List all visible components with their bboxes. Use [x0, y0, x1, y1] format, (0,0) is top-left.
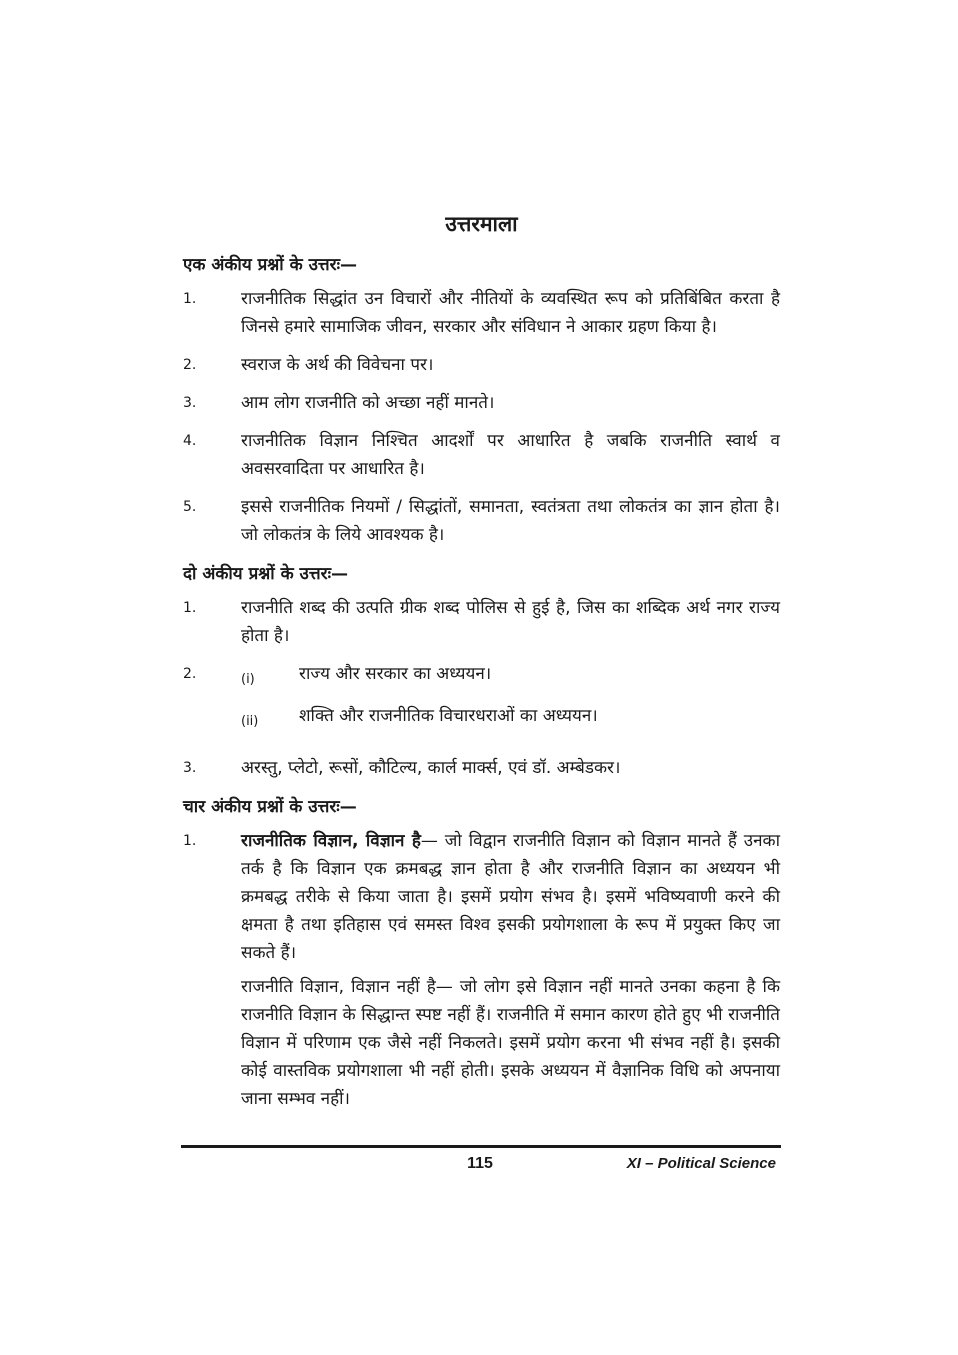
list-item: [183, 351, 780, 379]
list-item: [183, 427, 780, 483]
sub-item-number: (ii): [241, 714, 259, 729]
item-number: 1.: [183, 833, 197, 849]
item-text: राजनीतिक सिद्धांत उन विचारों और नीतियों के व्यवस्थित रूप को प्रतिबिंबित करता है जिनसे हमारे सामाजिक जीवन, सरकार और संविधान ने आकार ग्रहण किया है।: [241, 289, 780, 337]
section-heading-one-mark: एक अंकीय प्रश्नों के उत्तरः—: [183, 255, 358, 275]
section-heading-two-mark: दो अंकीय प्रश्नों के उत्तरः—: [183, 564, 349, 584]
item-text: — जो विद्वान राजनीति विज्ञान को विज्ञान मानते हैं उनका तर्क है कि विज्ञान एक क्रमबद्ध ज्ञान होता है और राजनीति विज्ञान का अध्ययन भी क्रमबद्ध तरीके से किया जाता है। इसमें प्रयोग संभव है। इसमें भविष्यवाणी करने की क्षमता है तथा इतिहास एवं समस्त विश्व इसकी प्रयोगशाला के रूप में प्रयुक्त किए जा सकते हैं।: [241, 831, 780, 963]
sub-item: [241, 702, 780, 736]
item-number: 3.: [183, 395, 197, 411]
list-item: [183, 594, 780, 650]
page-content: [183, 210, 780, 1123]
list-item: [183, 660, 780, 744]
list-item: [183, 827, 780, 1113]
item-number: 1.: [183, 600, 197, 616]
page-title: उत्तरमाला: [445, 212, 518, 236]
item-number: 5.: [183, 499, 197, 515]
item-number: 2.: [183, 357, 197, 373]
sub-item-text: राज्य और सरकार का अध्ययन।: [299, 664, 492, 684]
list-item: [183, 389, 780, 417]
footer-divider: [181, 1145, 781, 1148]
running-title: XI – Political Science: [626, 1155, 776, 1172]
item-bold-lead: राजनीतिक विज्ञान, विज्ञान है: [241, 831, 421, 851]
item-paragraph-2: राजनीति विज्ञान, विज्ञान नहीं है— जो लोग इसे विज्ञान नहीं मानते उनका कहना है कि राजनीति विज्ञान के सिद्धान्त स्पष्ट नहीं हैं। राजनीति में समान कारण होते हुए भी राजनीति विज्ञान में परिणाम एक जैसे नहीं निकलते। इसमें प्रयोग करना भी संभव नहीं है। इसकी कोई वास्तविक प्रयोगशाला भी नहीं होती। इसके अध्ययन में वैज्ञानिक विधि को अपनाया जाना सम्भव नहीं।: [241, 977, 780, 1109]
item-text: राजनीति शब्द की उत्पति ग्रीक शब्द पोलिस से हुई है, जिस का शब्दिक अर्थ नगर राज्य होता है।: [241, 598, 780, 646]
section-heading-four-mark: चार अंकीय प्रश्नों के उत्तरः—: [183, 797, 357, 817]
item-text: आम लोग राजनीति को अच्छा नहीं मानते।: [241, 393, 495, 413]
list-item: [183, 493, 780, 549]
page-number: 115: [467, 1155, 493, 1172]
item-text: इससे राजनीतिक नियमों / सिद्धांतों, समानता, स्वतंत्रता तथा लोकतंत्र का ज्ञान होता है। जो लोकतंत्र के लिये आवश्यक है।: [241, 497, 780, 545]
item-number: 1.: [183, 291, 197, 307]
item-text: अरस्तु, प्लेटो, रूसों, कौटिल्य, कार्ल मार्क्स, एवं डॉ. अम्बेडकर।: [241, 758, 621, 778]
list-item: [183, 285, 780, 341]
list-item: [183, 754, 780, 782]
item-text-block: [241, 827, 780, 1113]
item-number: 4.: [183, 433, 197, 449]
sub-item-text: शक्ति और राजनीतिक विचारधराओं का अध्ययन।: [299, 706, 598, 726]
item-text: स्वराज के अर्थ की विवेचना पर।: [241, 355, 434, 375]
item-text: राजनीतिक विज्ञान निश्चित आदर्शों पर आधारित है जबकि राजनीति स्वार्थ व अवसरवादिता पर आधारित है।: [241, 431, 780, 479]
sub-item: [241, 660, 780, 694]
item-sublist: [241, 660, 780, 744]
item-number: 2.: [183, 666, 197, 682]
sub-item-number: (i): [241, 672, 255, 687]
item-number: 3.: [183, 760, 197, 776]
